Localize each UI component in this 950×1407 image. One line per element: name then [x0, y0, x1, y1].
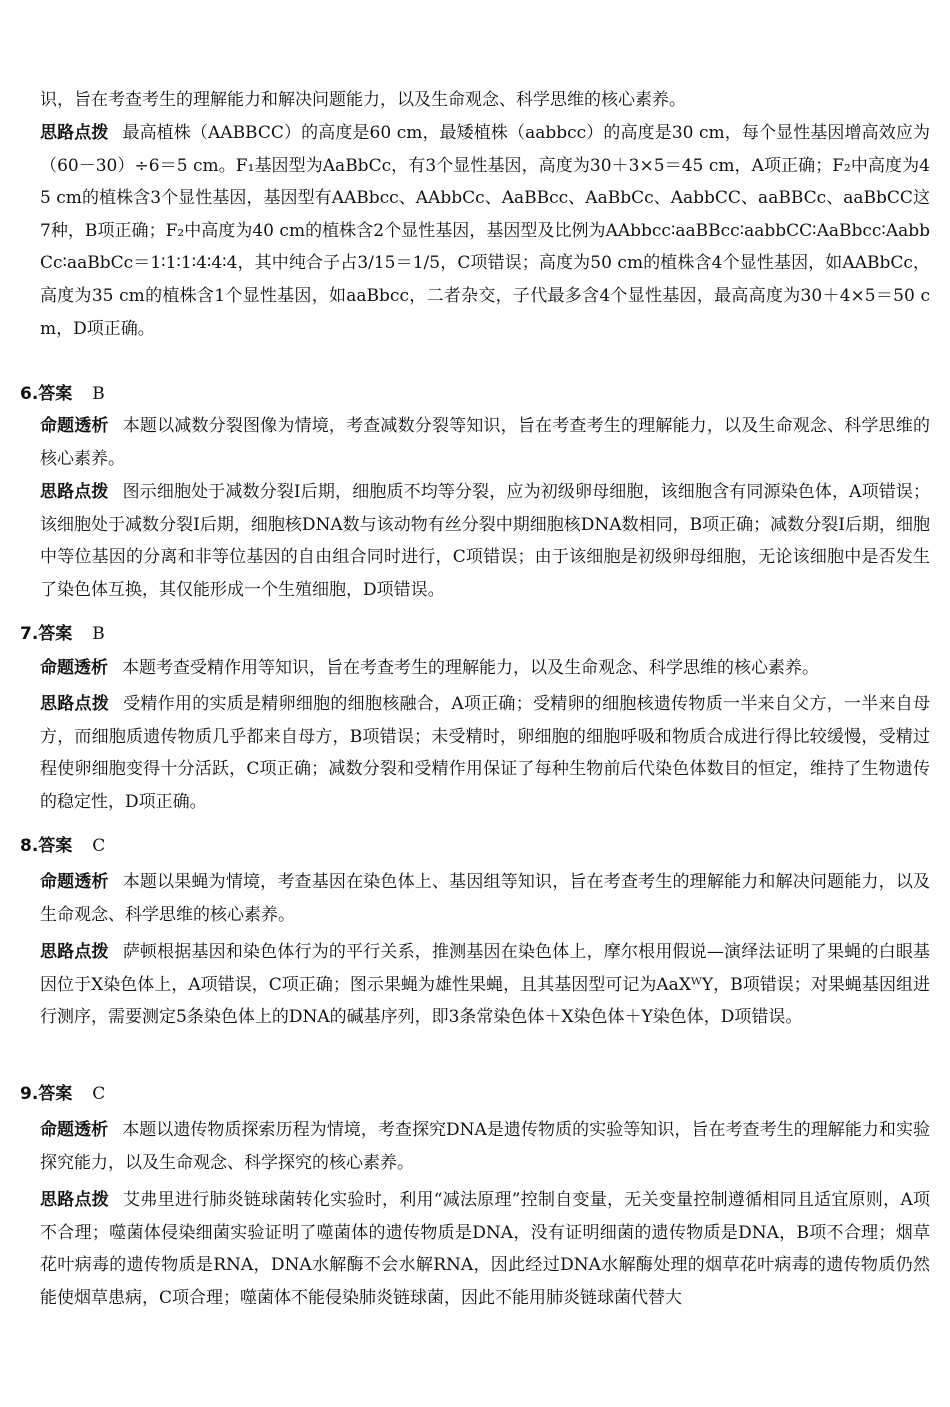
q8-intent [40, 866, 930, 931]
q6-number: 6. [20, 384, 39, 404]
q6-intent-text: 本题以减数分裂图像为情境，考查减数分裂等知识，旨在考查考生的理解能力，以及生命观念、科学思维的核心素养。 [40, 416, 931, 469]
q8-analysis-text: 萨顿根据基因和染色体行为的平行关系，推测基因在染色体上，摩尔根用假说—演绎法证明了果蝇的白眼基因位于X染色体上，A项错误，C项正确；图示果蝇为雄性果蝇，且其基因型可记为AaXᵂY，B项错误；对果蝇基因组进行测序，需要测定5条染色体上的DNA的碱基序列，即3条常染色体＋X染色体＋Y染色体，D项错误。 [40, 942, 931, 1028]
q7-analysis-label: 思路点拨 [40, 694, 110, 714]
q8-answer: C [92, 836, 106, 856]
q6-analysis-text: 图示细胞处于减数分裂Ⅰ后期，细胞质不均等分裂，应为初级卵母细胞，该细胞含有同源染色体，A项错误；该细胞处于减数分裂Ⅰ后期，细胞核DNA数与该动物有丝分裂中期细胞核DNA数相同，B项正确；减数分裂Ⅰ后期，细胞中等位基因的分离和非等位基因的自由组合同时进行，C项错误；由于该细胞是初级卵母细胞，无论该细胞中是否发生了染色体互换，其仅能形成一个生殖细胞，D项错误。 [40, 482, 931, 600]
q8-intent-text: 本题以果蝇为情境，考查基因在染色体上、基因组等知识，旨在考查考生的理解能力和解决问题能力，以及生命观念、科学思维的核心素养。 [40, 872, 931, 925]
q9-analysis-label: 思路点拨 [40, 1190, 110, 1210]
q6-analysis [40, 476, 930, 606]
q6-intent-label: 命题透析 [40, 416, 109, 436]
q9-answer: C [92, 1084, 106, 1104]
q6-analysis-label: 思路点拨 [40, 482, 109, 502]
q7-intent [40, 652, 930, 685]
q8-analysis [40, 936, 930, 1034]
q7-intent-text: 本题考查受精作用等知识，旨在考查考生的理解能力，以及生命观念、科学思维的核心素养。 [122, 658, 819, 678]
q8-number: 8. [20, 836, 39, 856]
q8-header [20, 830, 105, 863]
q9-analysis-text: 艾弗里进行肺炎链球菌转化实验时，利用“减法原理”控制自变量，无关变量控制遵循相同且适宜原则，A项不合理；噬菌体侵染细菌实验证明了噬菌体的遗传物质是DNA，没有证明细菌的遗传物质是DNA，B项不合理；烟草花叶病毒的遗传物质是RNA，DNA水解酶不会水解RNA，因此经过DNA水解酶处理的烟草花叶病毒的遗传物质仍然能使烟草患病，C项合理；噬菌体不能侵染肺炎链球菌，因此不能用肺炎链球菌代替大 [40, 1190, 930, 1308]
q9-intent-label: 命题透析 [40, 1120, 109, 1140]
q7-header [20, 618, 105, 651]
q8-answer-label: 答案 [38, 836, 73, 856]
q7-answer: B [92, 624, 105, 644]
q7-analysis [40, 688, 930, 818]
q9-intent [40, 1114, 930, 1179]
q7-analysis-text: 受精作用的实质是精卵细胞的细胞核融合，A项正确；受精卵的细胞核遗传物质一半来自父方，一半来自母方，而细胞质遗传物质几乎都来自母方，B项错误；未受精时，卵细胞的细胞呼吸和物质合成进行得比较缓慢，受精过程使卵细胞变得十分活跃，C项正确；减数分裂和受精作用保证了每种生物前后代染色体数目的恒定，维持了生物遗传的稳定性，D项正确。 [40, 694, 931, 812]
q6-header [20, 378, 105, 411]
intro-text: 识，旨在考查考生的理解能力和解决问题能力，以及生命观念、科学思维的核心素养。 [40, 90, 686, 110]
q9-analysis [40, 1184, 930, 1314]
q9-header [20, 1078, 105, 1111]
q6-answer: B [92, 384, 105, 404]
q5-analysis-label: 思路点拨 [40, 123, 109, 143]
q5-analysis [40, 117, 930, 345]
q9-answer-label: 答案 [38, 1084, 73, 1104]
q9-intent-text: 本题以遗传物质探索历程为情境，考查探究DNA是遗传物质的实验等知识，旨在考查考生的理解能力和实验探究能力，以及生命观念、科学探究的核心素养。 [40, 1120, 931, 1173]
q5-analysis-text: 最高植株（AABBCC）的高度是60 cm，最矮植株（aabbcc）的高度是30 cm，每个显性基因增高效应为（60－30）÷6＝5 cm。F₁基因型为AaBbCc，有3个显性基因，高度为30＋3×5＝45 cm，A项正确；F₂中高度为45 cm的植株含3个显性基因，基因型有AABbcc、AAbbCc、AaBBcc、AaBbCc、AabbCC、aaBBCc、aaBbCC这7种，B项正确；F₂中高度为40 cm的植株含2个显性基因，基因型及比例为AAbbcc∶aaBBcc∶aabbCC∶AaBbcc∶AabbCc∶aaBbCc＝1∶1∶1∶4∶4∶4，其中纯合子占3/15＝1/5，C项错误；高度为50 cm的植株含4个显性基因，如AABbCc，高度为35 cm的植株含1个显性基因，如aaBbcc，二者杂交，子代最多含4个显性基因，最高高度为30＋4×5＝50 cm，D项正确。 [40, 123, 931, 339]
q7-number: 7. [20, 624, 39, 644]
q8-analysis-label: 思路点拨 [40, 942, 109, 962]
q6-answer-label: 答案 [38, 384, 73, 404]
q8-intent-label: 命题透析 [40, 872, 109, 892]
q7-intent-label: 命题透析 [40, 658, 108, 678]
q6-intent [40, 410, 930, 475]
intro-paragraph [40, 84, 930, 117]
q7-answer-label: 答案 [38, 624, 73, 644]
q9-number: 9. [20, 1084, 39, 1104]
